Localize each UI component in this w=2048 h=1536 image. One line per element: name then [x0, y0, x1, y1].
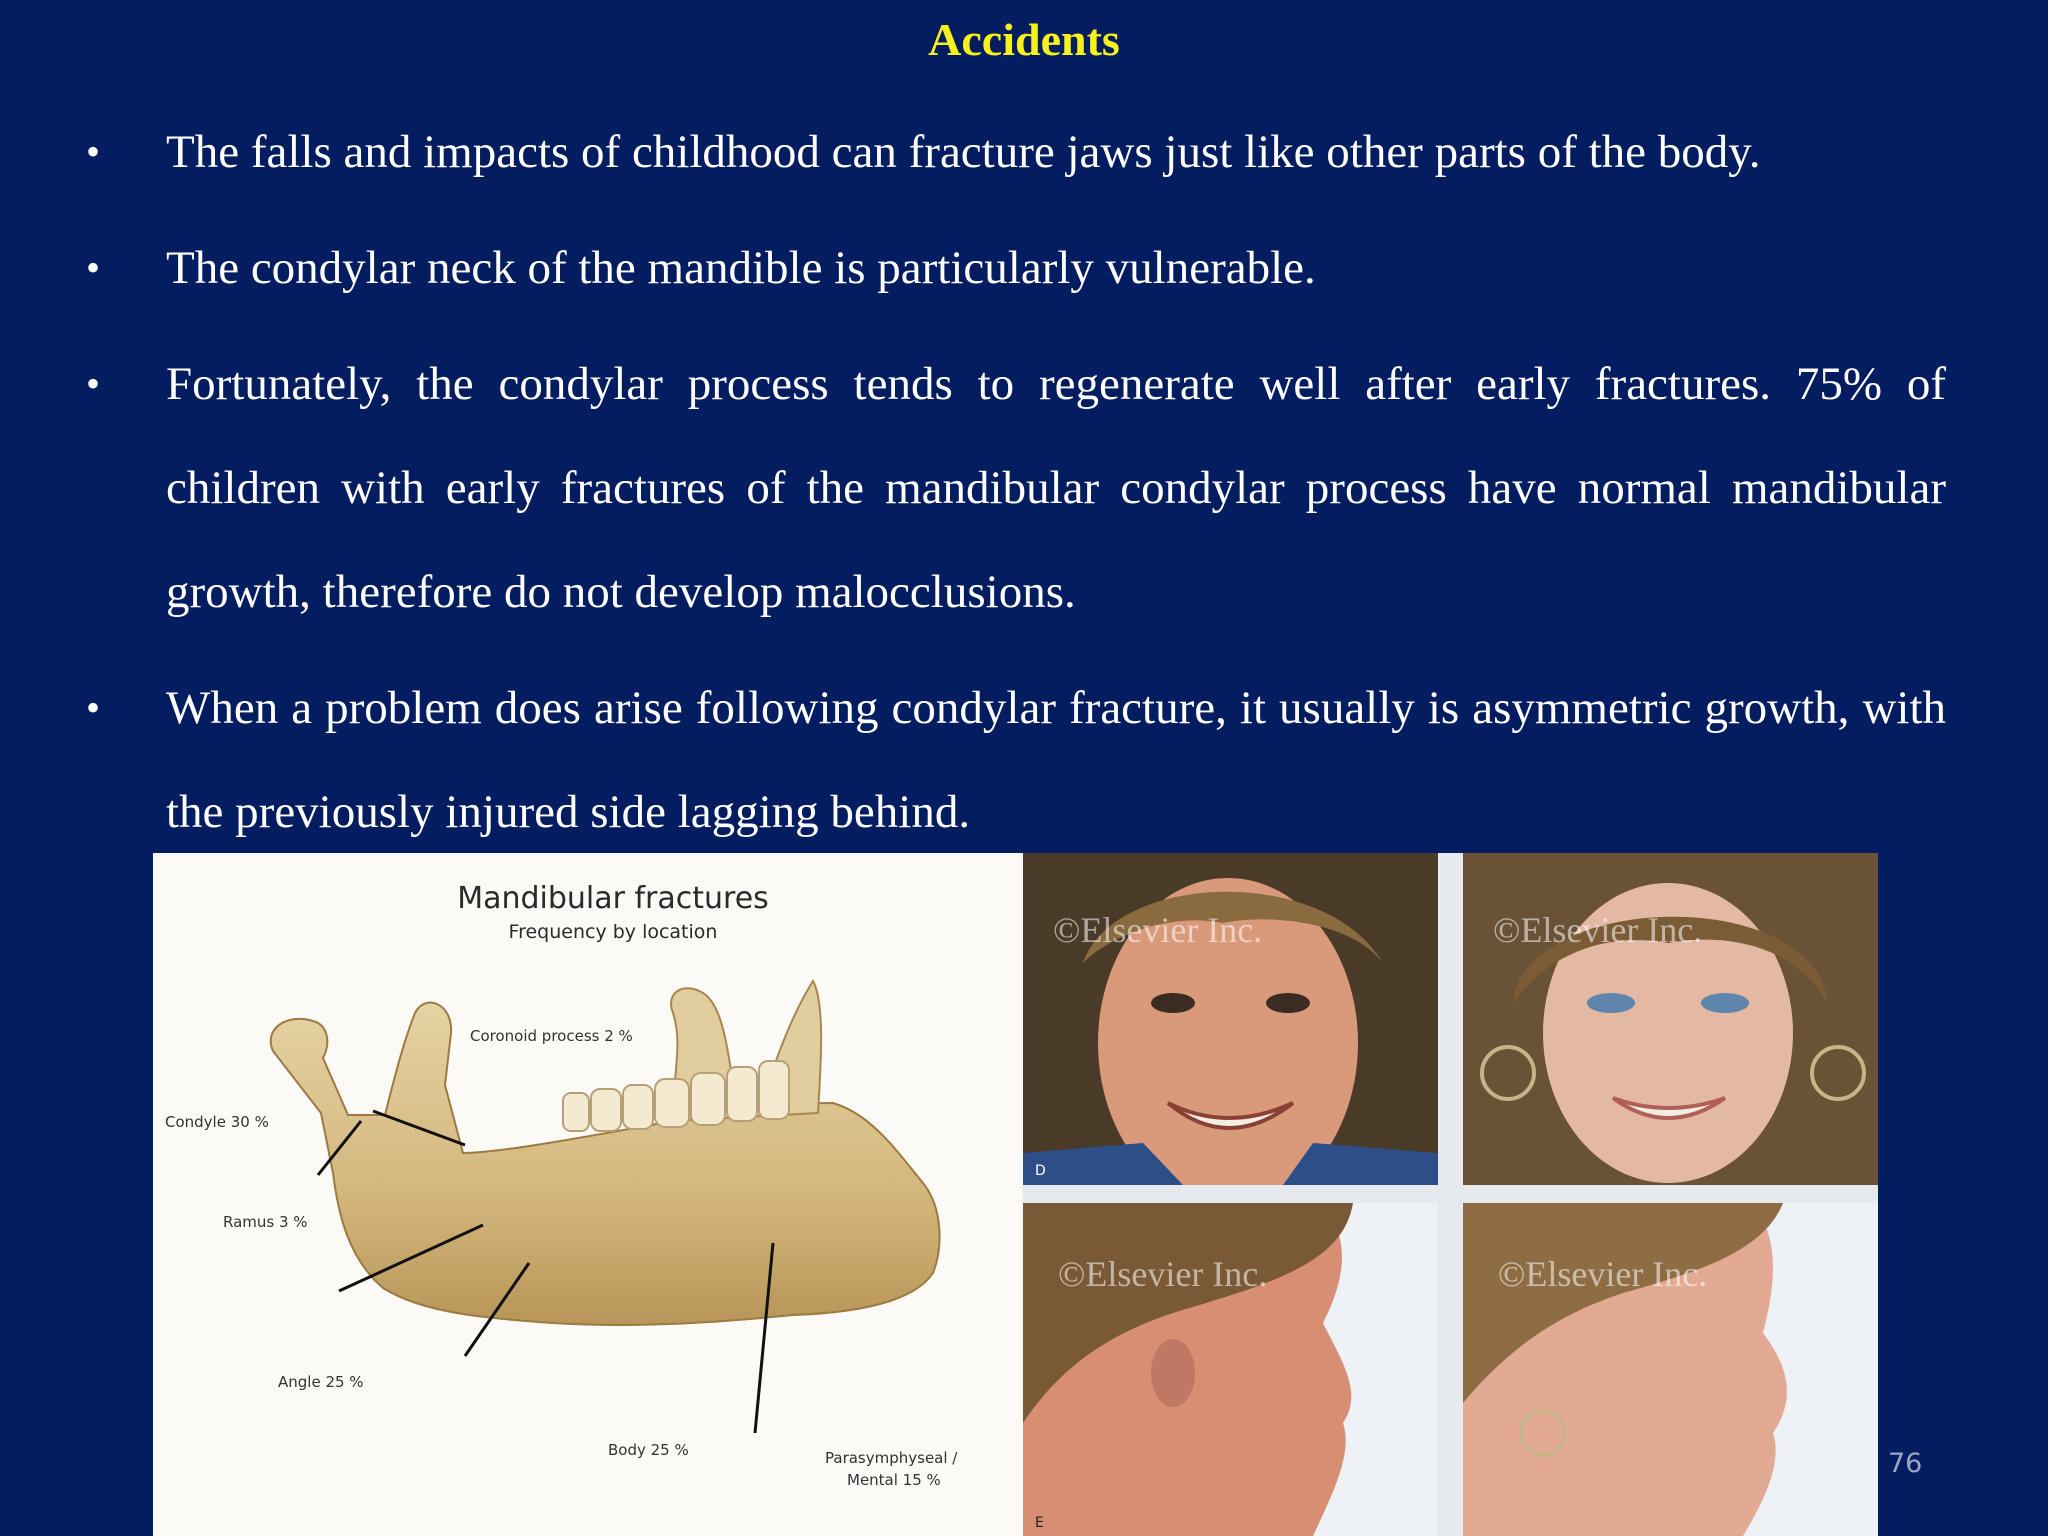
- label-mental: Mental 15 %: [847, 1471, 941, 1489]
- label-ramus: Ramus 3 %: [223, 1213, 308, 1231]
- watermark-text: ©Elsevier Inc.: [1498, 1254, 1708, 1294]
- frontal-child-illustration: [1023, 853, 1438, 1185]
- bullet-list: [86, 100, 1946, 876]
- bullet-text: The falls and impacts of childhood can fracture jaws just like other parts of the body.: [166, 126, 1761, 178]
- watermark-text: ©Elsevier Inc.: [1053, 910, 1263, 950]
- bullet-item: [86, 100, 1946, 204]
- bullet-icon: •: [86, 361, 101, 406]
- label-body: Body 25 %: [608, 1441, 689, 1459]
- bullet-icon: •: [86, 129, 101, 174]
- bullet-icon: •: [86, 685, 101, 730]
- label-coronoid: Coronoid process 2 %: [470, 1027, 633, 1045]
- label-parasymphyseal: Parasymphyseal /: [825, 1449, 958, 1467]
- photo-label-d: D: [1035, 1163, 1046, 1179]
- watermark-text: ©Elsevier Inc.: [1493, 910, 1703, 950]
- diagram-subtitle: Frequency by location: [508, 921, 718, 943]
- frontal-adult-illustration: [1463, 853, 1878, 1185]
- slide-title: Accidents: [928, 14, 1120, 65]
- patient-photos: [1023, 853, 1878, 1536]
- watermark-text: ©Elsevier Inc.: [1058, 1254, 1268, 1294]
- page-number: 76: [1888, 1448, 1923, 1479]
- bullet-text: Fortunately, the condylar process tends to regenerate well after early fractures. 75% of children with early fractures of the mandibular condylar process have normal mandibular growth, therefore do not develop malocclusions.: [166, 358, 1946, 618]
- photo-profile-adult: [1463, 1203, 1878, 1536]
- bullet-item: [86, 332, 1946, 644]
- bullet-item: [86, 656, 1946, 864]
- mandible-fracture-diagram: [153, 853, 1023, 1536]
- diagram-title: Mandibular fractures: [457, 881, 769, 916]
- bullet-text: The condylar neck of the mandible is particularly vulnerable.: [166, 242, 1316, 294]
- label-angle: Angle 25 %: [278, 1373, 364, 1391]
- label-condyle: Condyle 30 %: [165, 1113, 269, 1131]
- photo-label-e: E: [1035, 1515, 1044, 1531]
- photo-profile-child: [1023, 1203, 1438, 1536]
- mandible-illustration: [153, 853, 1023, 1536]
- bullet-icon: •: [86, 245, 101, 290]
- photo-frontal-child: [1023, 853, 1438, 1185]
- bullet-item: [86, 216, 1946, 320]
- photo-frontal-adult: [1463, 853, 1878, 1185]
- bullet-text: When a problem does arise following condylar fracture, it usually is asymmetric growth, with the previously injured side lagging behind.: [166, 682, 1946, 838]
